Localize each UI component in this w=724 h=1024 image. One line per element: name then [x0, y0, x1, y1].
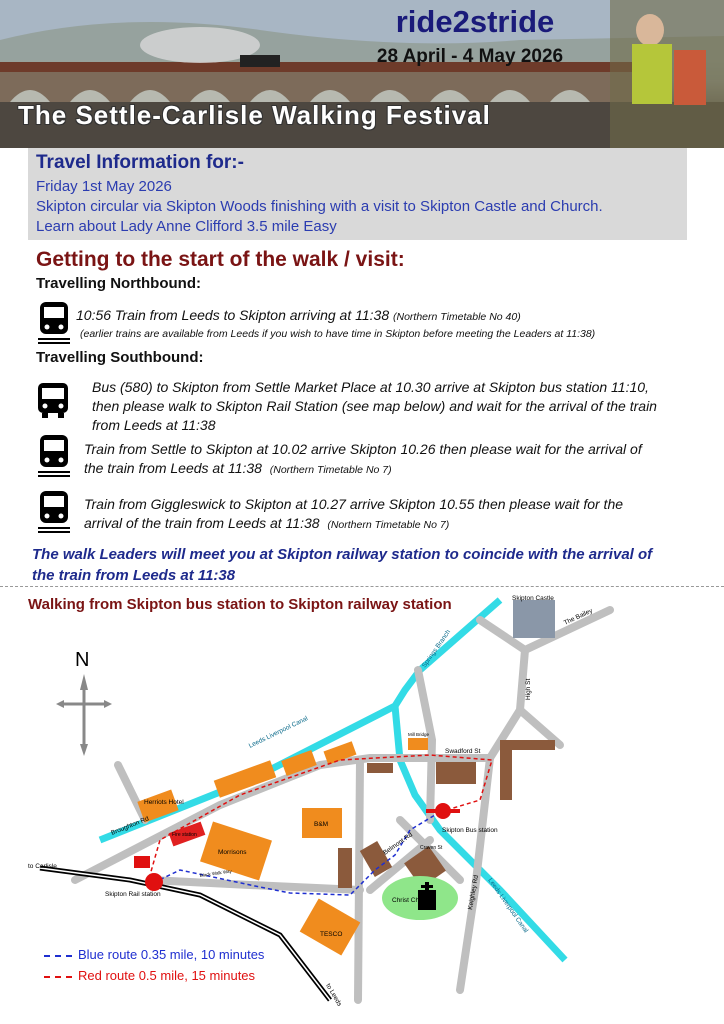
festival-dates: 28 April - 4 May 2026 — [376, 46, 564, 67]
legend-red — [44, 968, 255, 983]
southbound-heading: Travelling Southbound: — [36, 349, 204, 366]
compass-north: N — [75, 649, 90, 671]
label-tesco: TESCO — [320, 931, 343, 938]
bus-text-3: from Leeds at 11:38 — [92, 417, 216, 433]
settle-ref: (Northern Timetable No 7) — [269, 464, 392, 476]
label-belmont: Belmont Rd — [382, 831, 414, 857]
legend-blue — [44, 947, 264, 962]
train-icon — [38, 300, 70, 344]
label-castle: Skipton Castle — [512, 595, 554, 602]
giggle-ref: (Northern Timetable No 7) — [327, 519, 450, 531]
bus-text-1: Bus (580) to Skipton from Settle Market Place at 10.30 arrive at Skipton bus station 11:10, — [92, 379, 649, 395]
rail-station-marker — [145, 873, 163, 891]
rail-logo-icon — [134, 856, 150, 868]
train-icon — [38, 433, 70, 477]
bus-icon — [36, 381, 70, 419]
label-bm: B&M — [314, 821, 329, 828]
map-title: Walking from Skipton bus station to Skipton railway station — [28, 596, 452, 613]
legend-red-text: Red route 0.5 mile, 15 minutes — [78, 968, 256, 983]
label-bus-station: Skipton Bus station — [442, 827, 498, 834]
travel-info-heading: Travel Information for:- — [36, 152, 244, 173]
brand-title: ride2stride — [395, 4, 555, 39]
legend-blue-text: Blue route 0.35 mile, 10 minutes — [78, 947, 265, 962]
north-train-text: 10:56 Train from Leeds to Skipton arriving at 11:38 — [76, 307, 390, 323]
settle-text-2: the train from Leeds at 11:38 — [84, 460, 262, 476]
label-canal-2: Leeds Liverpool Canal — [486, 877, 530, 935]
label-canal-1: Leeds Liverpool Canal — [247, 715, 310, 750]
compass-icon — [56, 649, 112, 756]
train-icon — [38, 489, 70, 533]
label-rail-station: Skipton Rail station — [105, 891, 161, 898]
north-train-note: (earlier trains are available from Leeds if you wish to have time in Skipton before meeting the Leaders at 11:38) — [80, 328, 596, 340]
section-divider — [0, 586, 724, 587]
meeting-line-1: The walk Leaders will meet you at Skipton railway station to coincide with the arrival of — [32, 546, 653, 563]
label-black-walk: Black Walk Way — [199, 868, 232, 878]
label-leeds: to Leeds — [324, 982, 343, 1008]
label-carlisle: to Carlisle — [28, 863, 57, 870]
giggle-text-1: Train from Giggleswick to Skipton at 10.27 arrive Skipton 10.55 then please wait for the — [84, 496, 624, 512]
label-broughton: Broughton Rd — [110, 815, 150, 837]
walk-date: Friday 1st May 2026 — [36, 178, 172, 195]
settle-text-1: Train from Settle to Skipton at 10.02 arrive Skipton 10.26 then please wait for the arrival of — [84, 441, 642, 457]
walk-description-2: Learn about Lady Anne Clifford 3.5 mile Easy — [36, 218, 337, 235]
leaders-meeting-note — [32, 544, 722, 586]
label-swadford: Swadford St — [445, 748, 481, 755]
label-morrisons: Morrisons — [218, 849, 247, 856]
label-herriots: Herriots Hotel — [144, 799, 184, 806]
getting-heading: Getting to the start of the walk / visit: — [36, 248, 405, 271]
walk-description: Skipton circular via Skipton Woods finishing with a visit to Skipton Castle and Church. — [36, 198, 603, 215]
label-springs: Springs Branch — [420, 628, 453, 670]
label-mill-bridge: Mill Bridge — [408, 732, 430, 737]
meeting-line-2: the train from Leeds at 11:38 — [32, 567, 236, 584]
festival-name: The Settle-Carlisle Walking Festival — [18, 100, 491, 130]
bus-text-2: then please walk to Skipton Rail Station (see map below) and wait for the arrival of the train — [92, 398, 657, 414]
northbound-heading: Travelling Northbound: — [36, 275, 201, 292]
label-church: Christ Church — [392, 897, 432, 904]
label-fire: Fire station — [172, 832, 197, 838]
giggle-text-2: arrival of the train from Leeds at 11:38 — [84, 515, 320, 531]
label-craven: Craven St — [420, 845, 443, 851]
castle-photo — [513, 600, 555, 638]
label-bailey: The Bailey — [562, 607, 594, 627]
north-train-ref: (Northern Timetable No 40) — [393, 311, 521, 323]
label-keighley: Keighley Rd — [467, 874, 481, 911]
festival-banner — [0, 0, 724, 148]
travel-info-box — [28, 148, 687, 240]
label-high-st: High St — [525, 678, 532, 700]
